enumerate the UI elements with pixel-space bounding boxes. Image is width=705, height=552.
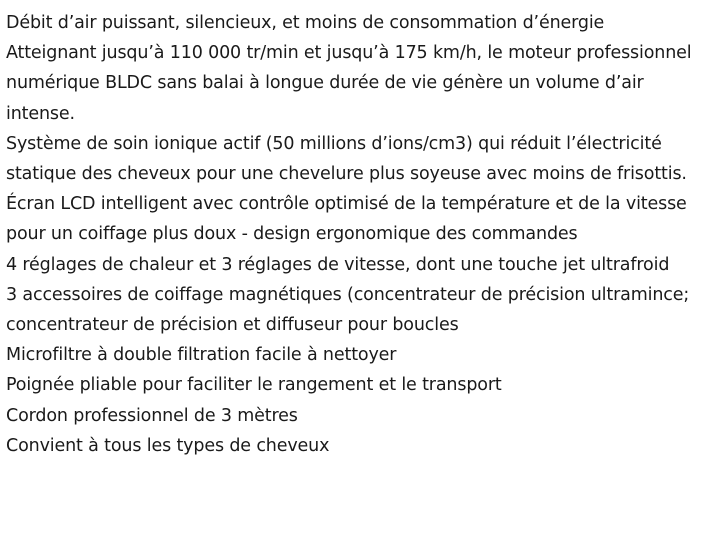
- feature-ionic-care: Système de soin ionique actif (50 millions d’ions/cm3) qui réduit l’électricité statique des cheveux pour une chevelure plus soyeuse avec moins de frisottis.: [6, 133, 687, 185]
- feature-magnetic-accessories: 3 accessoires de coiffage magnétiques (concentrateur de précision ultramince; concentrateur de précision et diffuseur pour boucles: [6, 284, 690, 336]
- feature-hair-types: Convient à tous les types de cheveux: [6, 435, 330, 456]
- feature-foldable-handle: Poignée pliable pour faciliter le rangement et le transport: [6, 375, 502, 396]
- feature-heat-speed-settings: 4 réglages de chaleur et 3 réglages de vitesse, dont une touche jet ultrafroid: [6, 254, 670, 275]
- feature-microfilter: Microfiltre à double filtration facile à nettoyer: [6, 345, 397, 366]
- feature-cord: Cordon professionnel de 3 mètres: [6, 405, 298, 426]
- feature-airflow: Débit d’air puissant, silencieux, et moins de consommation d’énergie: [6, 13, 605, 33]
- feature-lcd-screen: Écran LCD intelligent avec contrôle optimisé de la température et de la vitesse pour un coiffage plus doux - design ergonomique des commandes: [6, 194, 687, 245]
- feature-motor: Atteignant jusqu’à 110 000 tr/min et jusqu’à 175 km/h, le moteur professionnel numérique BLDC sans balai à longue durée de vie génère un volume d’air intense.: [6, 43, 692, 124]
